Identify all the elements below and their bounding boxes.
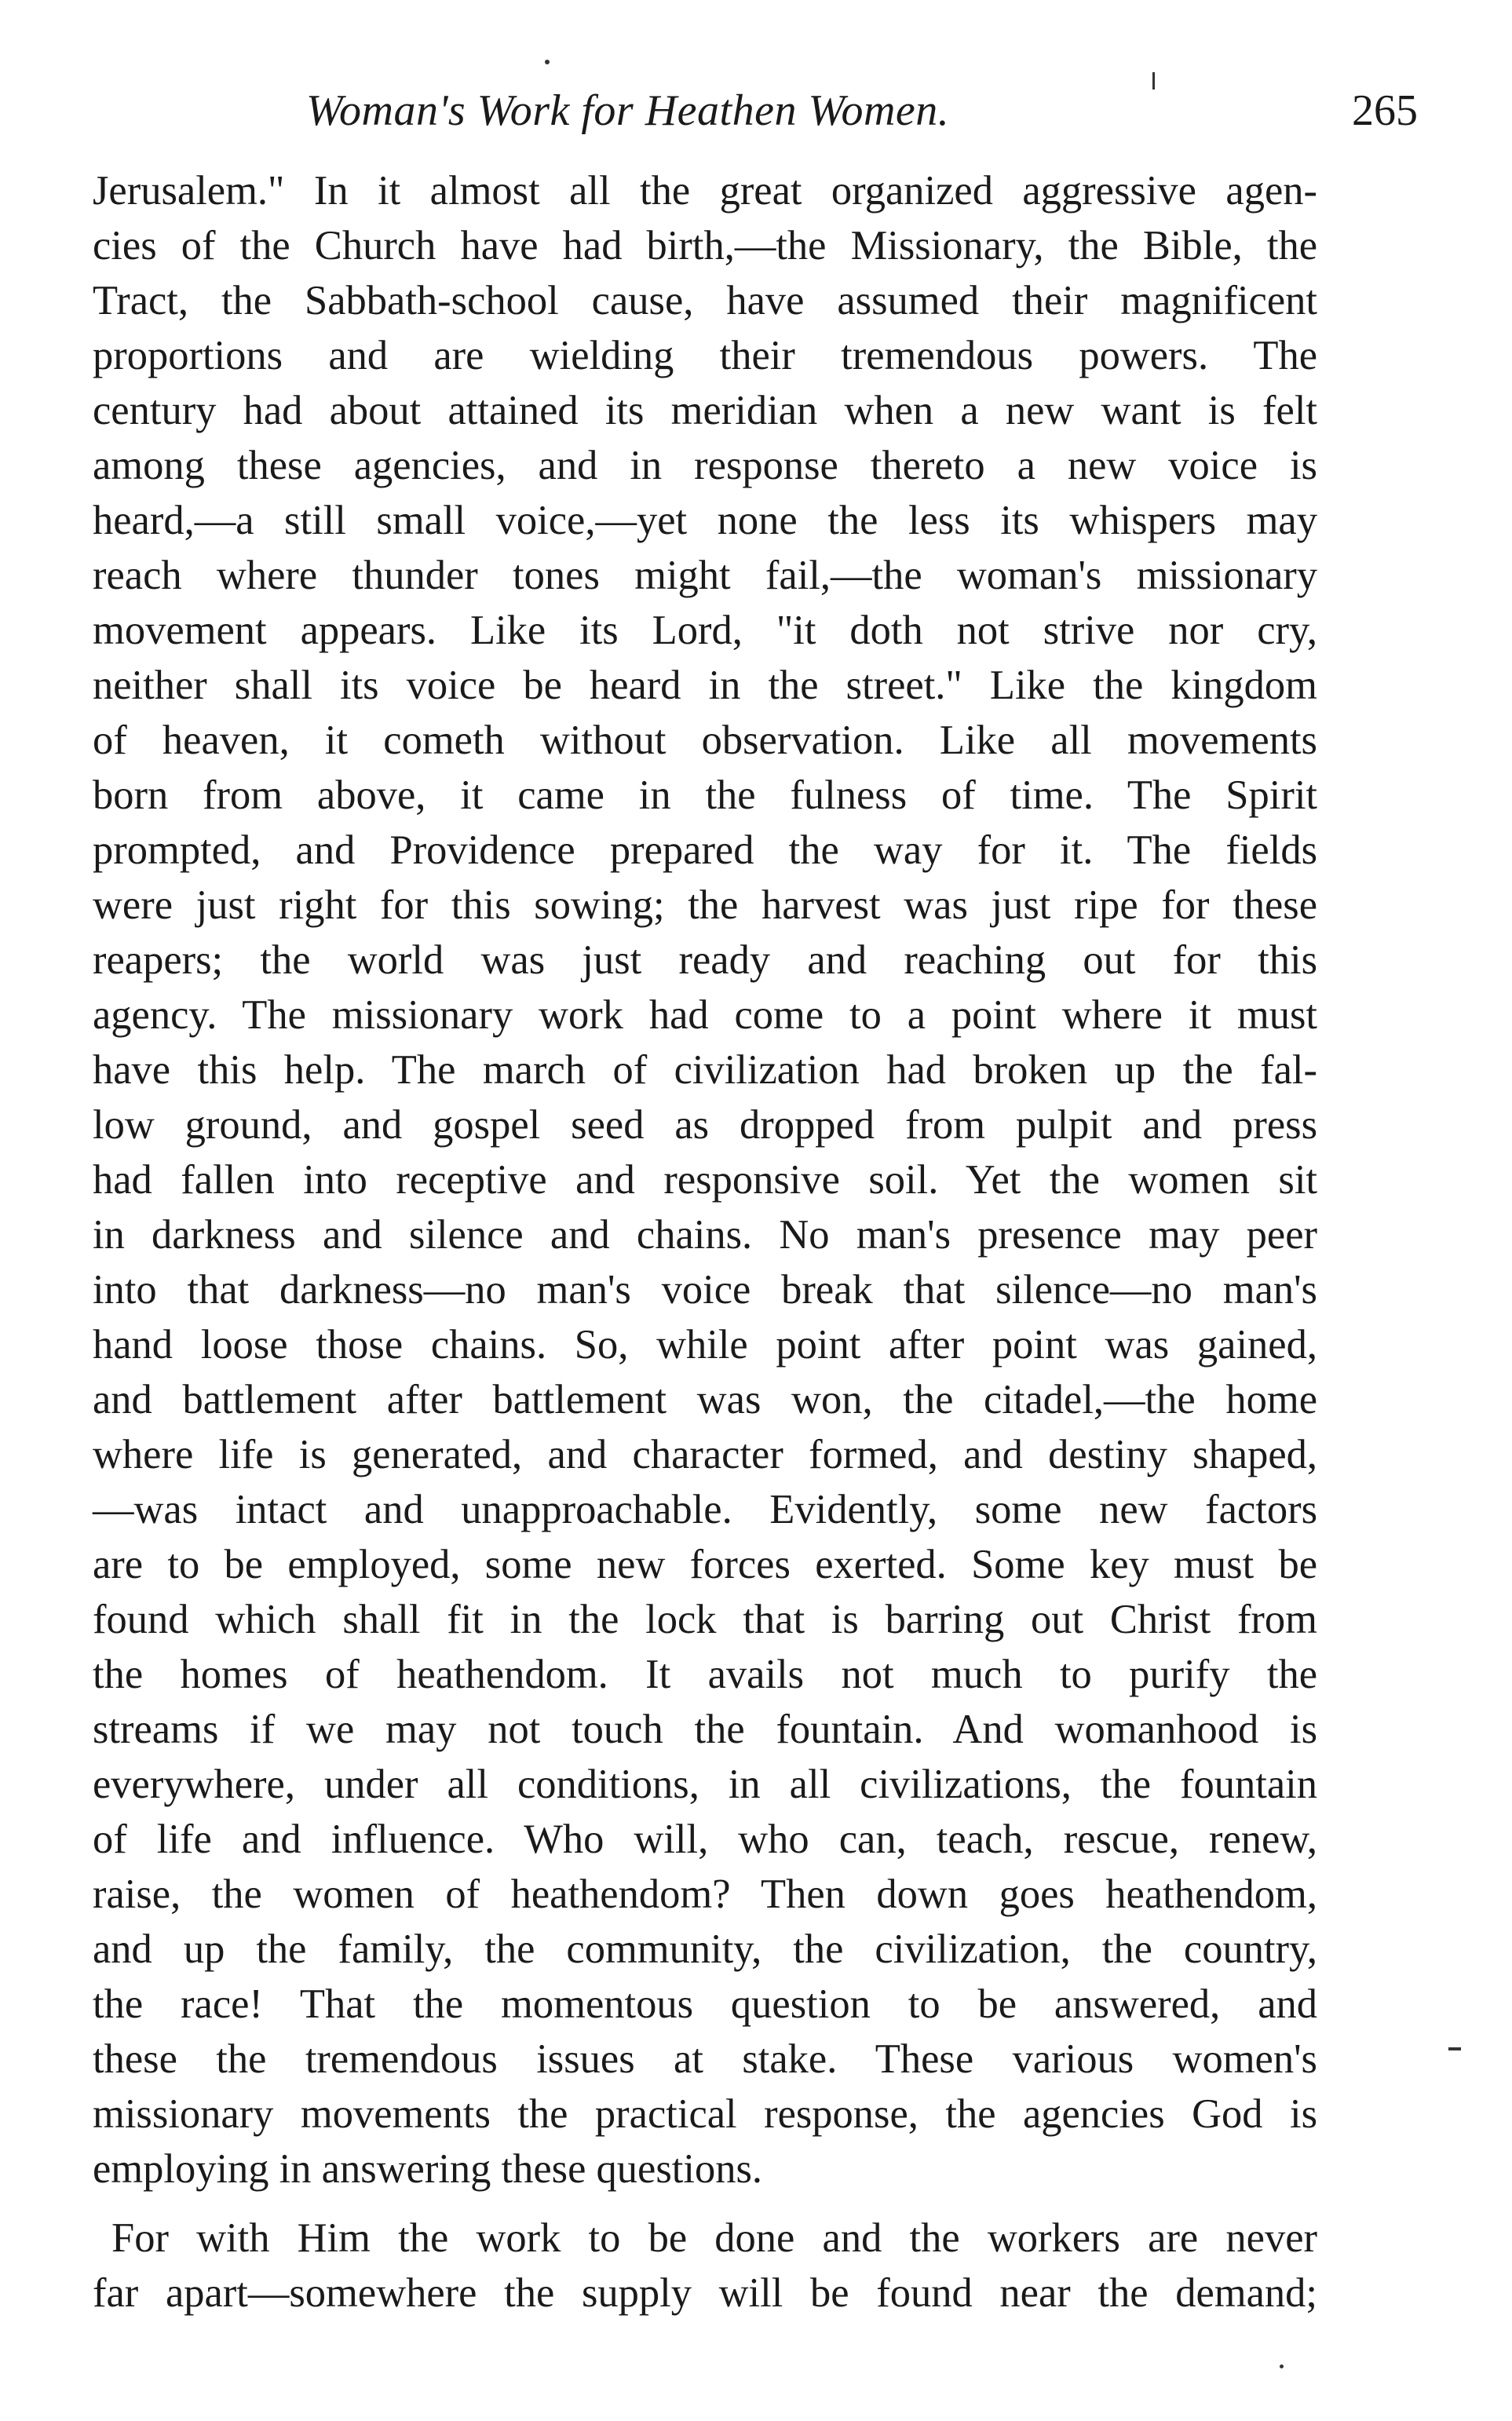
page-number: 265 <box>1352 86 1418 135</box>
print-speck <box>1448 2047 1461 2050</box>
text-line: reach where thunder tones might fail,—the woman's missionary <box>93 553 1317 598</box>
text-line: found which shall fit in the lock that is barring out Christ from <box>93 1597 1317 1642</box>
text-line: these the tremendous issues at stake. These various women's <box>93 2036 1317 2082</box>
text-line: and up the family, the community, the civilization, the country, <box>93 1926 1317 1972</box>
text-line: missionary movements the practical response, the agencies God is <box>93 2091 1317 2137</box>
running-title: Woman's Work for Heathen Women. <box>306 86 950 135</box>
text-line: among these agencies, and in response thereto a new voice is <box>93 443 1317 488</box>
text-line: prompted, and Providence prepared the way for it. The fields <box>93 827 1317 873</box>
text-line: of heaven, it cometh without observation. Like all movements <box>93 718 1317 763</box>
text-line: movement appears. Like its Lord, "it doth not strive nor cry, <box>93 608 1317 653</box>
text-line: were just right for this sowing; the harvest was just ripe for these <box>93 882 1317 928</box>
text-line: and battlement after battlement was won, the citadel,—the home <box>93 1377 1317 1422</box>
running-head <box>94 75 1418 146</box>
print-speck <box>1152 72 1155 89</box>
paragraph-1 <box>93 163 1317 2196</box>
text-line: century had about attained its meridian when a new want is felt <box>93 388 1317 433</box>
text-line: employing in answering these questions. <box>93 2146 762 2192</box>
text-line: heard,—a still small voice,—yet none the less its whispers may <box>93 498 1317 543</box>
text-line: reapers; the world was just ready and reaching out for this <box>93 937 1317 983</box>
print-speck <box>545 60 550 64</box>
text-line: are to be employed, some new forces exerted. Some key must be <box>93 1542 1317 1587</box>
text-line: proportions and are wielding their tremendous powers. The <box>93 333 1317 378</box>
text-line: everywhere, under all conditions, in all civilizations, the fountain <box>93 1762 1317 1807</box>
text-line: cies of the Church have had birth,—the Missionary, the Bible, the <box>93 223 1317 268</box>
text-line: raise, the women of heathendom? Then down goes heathendom, <box>93 1871 1317 1917</box>
text-line: had fallen into receptive and responsive soil. Yet the women sit <box>93 1157 1317 1203</box>
text-line: the race! That the momentous question to be answered, and <box>93 1981 1317 2027</box>
text-line: of life and influence. Who will, who can, teach, rescue, renew, <box>93 1817 1317 1862</box>
text-line: streams if we may not touch the fountain. And womanhood is <box>93 1707 1317 1752</box>
text-line: the homes of heathendom. It avails not much to purify the <box>93 1652 1317 1697</box>
text-line: —was intact and unapproachable. Evidently, some new factors <box>93 1487 1317 1532</box>
text-line: Tract, the Sabbath-school cause, have assumed their magnificent <box>93 278 1317 323</box>
paragraph-gap <box>93 2196 1317 2211</box>
text-line: neither shall its voice be heard in the street." Like the kingdom <box>93 663 1317 708</box>
text-line: Jerusalem." In it almost all the great organized aggressive agen- <box>93 168 1317 214</box>
text-line: born from above, it came in the fulness of time. The Spirit <box>93 772 1317 818</box>
text-line: agency. The missionary work had come to a point where it must <box>93 992 1317 1038</box>
text-line: have this help. The march of civilization had broken up the fal- <box>93 1047 1317 1093</box>
text-line: in darkness and silence and chains. No man's presence may peer <box>93 1212 1317 1258</box>
print-speck <box>1280 2364 1284 2368</box>
text-line: hand loose those chains. So, while point after point was gained, <box>93 1322 1317 1368</box>
paragraph-2 <box>93 2211 1317 2321</box>
text-line: low ground, and gospel seed as dropped from pulpit and press <box>93 1102 1317 1148</box>
body-text <box>93 163 1317 2321</box>
text-line: into that darkness—no man's voice break that silence—no man's <box>93 1267 1317 1313</box>
text-line: where life is generated, and character formed, and destiny shaped, <box>93 1432 1317 1477</box>
text-line: For with Him the work to be done and the workers are never <box>111 2215 1317 2261</box>
text-line: far apart—somewhere the supply will be found near the demand; <box>93 2270 1317 2316</box>
